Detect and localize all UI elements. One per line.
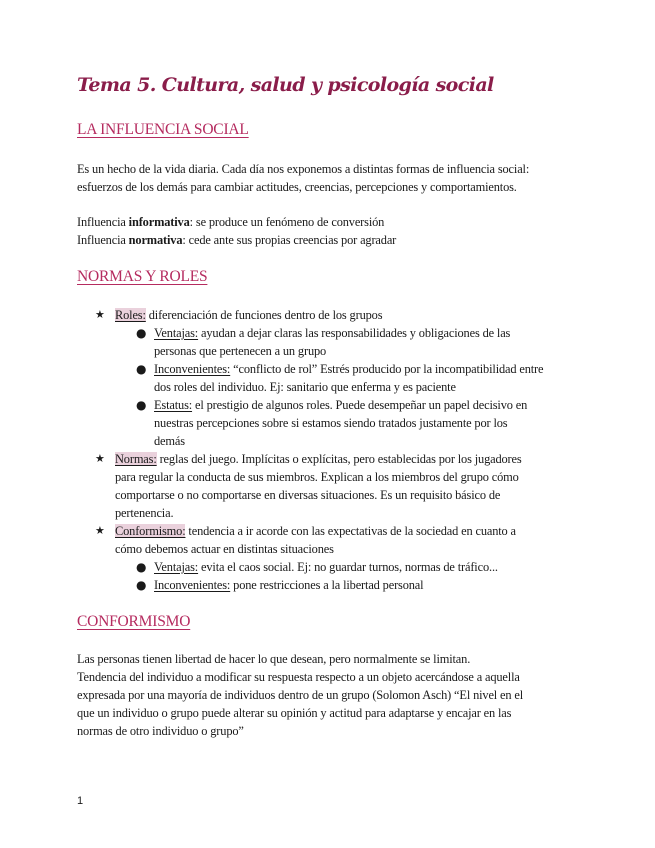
paragraph-line: Es un hecho de la vida diaria. Cada día nos exponemos a distintas formas de influencia social: xyxy=(77,162,530,176)
bullet-dot-icon: ● xyxy=(136,398,147,412)
influencia-informativa-line: Influencia informativa: se produce un fenómeno de conversión xyxy=(77,215,385,229)
star-bullet-icon: ★ xyxy=(95,452,105,465)
list-item-ventajas: ● Ventajas: evita el caos social. Ej: no guardar turnos, normas de tráfico... xyxy=(136,560,498,574)
bullet-dot-icon: ● xyxy=(136,560,147,574)
paragraph-line: Las personas tienen libertad de hacer lo que desean, pero normalmente se limitan. xyxy=(77,652,471,666)
term-estatus: Estatus: xyxy=(154,398,193,412)
list-item-conformismo: ★ Conformismo: tendencia a ir acorde con las expectativas de la sociedad en cuanto a cómo debemos actuar en distintas situaciones ● Ventajas: evita el caos social. Ej: no guardar turnos, normas de tráfico... ● Inconvenientes: pone restricciones a la libertad personal xyxy=(115,522,585,594)
term-normas: Normas: xyxy=(115,452,157,466)
term-informativa: informativa xyxy=(128,215,190,229)
term-normativa: normativa xyxy=(128,233,183,247)
star-bullet-icon: ★ xyxy=(95,524,105,537)
document-title: Tema 5. Cultura, salud y psicología social xyxy=(77,74,494,96)
list-item-roles: ★ Roles: diferenciación de funciones dentro de los grupos ● Ventajas: ayudan a dejar claras las responsabilidades y obligaciones de las personas que pertenecen a un grupo ● Inconvenientes: “conflicto de rol” Estrés producido por la incompatibilidad entre dos roles del individuo. Ej: sanitario que enferma y es paciente ● Estatus: el prestigio de algunos roles. Puede desempeñar un papel decisivo en nuestras percepciones sobre si estamos siendo tratados justamente por los demás xyxy=(115,306,585,450)
paragraph-line: normas de otro individuo o grupo” xyxy=(77,724,244,738)
section-heading-normas-roles: NORMAS Y ROLES xyxy=(77,268,208,285)
page-number: 1 xyxy=(77,795,84,807)
term-roles: Roles: xyxy=(115,308,146,322)
star-bullet-icon: ★ xyxy=(95,308,105,321)
term-ventajas: Ventajas: xyxy=(154,560,199,574)
paragraph-line: esfuerzos de los demás para cambiar actitudes, creencias, percepciones y comportamientos. xyxy=(77,180,517,194)
list-item-inconvenientes: ● Inconvenientes: pone restricciones a la libertad personal xyxy=(136,578,424,592)
bullet-dot-icon: ● xyxy=(136,326,147,340)
paragraph-influencia-types xyxy=(77,213,577,249)
list-item-estatus: ● Estatus: el prestigio de algunos roles. Puede desempeñar un papel decisivo en nuestras percepciones sobre si estamos siendo tratados justamente por los demás xyxy=(136,398,528,448)
roles-sublist xyxy=(115,324,585,450)
list-item-ventajas: ● Ventajas: ayudan a dejar claras las responsabilidades y obligaciones de las personas que pertenecen a un grupo xyxy=(136,326,511,358)
paragraph-line: expresada por una mayoría de individuos dentro de un grupo (Solomon Asch) “El nivel en el xyxy=(77,688,524,702)
section-heading-influencia-social: LA INFLUENCIA SOCIAL xyxy=(77,121,249,138)
list-item-normas: ★ Normas: reglas del juego. Implícitas o explícitas, pero establecidas por los jugadores para regular la conducta de sus miembros. Explican a los miembros del grupo cómo comportarse o no comportarse en diversas situaciones. Es un requisito básico de pertenencia. xyxy=(95,452,522,520)
list-item-inconvenientes: ● Inconvenientes: “conflicto de rol” Estrés producido por la incompatibilidad entre dos roles del individuo. Ej: sanitario que enferma y es paciente xyxy=(136,362,544,394)
term-conformismo: Conformismo: xyxy=(115,524,186,538)
term-ventajas: Ventajas: xyxy=(154,326,199,340)
influencia-normativa-line: Influencia normativa: cede ante sus propias creencias por agradar xyxy=(77,233,397,247)
term-inconvenientes: Inconvenientes: xyxy=(154,362,231,376)
paragraph-influencia-intro xyxy=(77,160,577,196)
section-heading-conformismo: CONFORMISMO xyxy=(77,613,191,630)
paragraph-conformismo xyxy=(77,650,577,740)
term-inconvenientes: Inconvenientes: xyxy=(154,578,231,592)
paragraph-line: Tendencia del individuo a modificar su respuesta respecto a un objeto acercándose a aquella xyxy=(77,670,520,684)
bullet-dot-icon: ● xyxy=(136,362,147,376)
normas-roles-list xyxy=(95,306,585,594)
paragraph-line: que un individuo o grupo puede alterar su opinión y actitud para adaptarse y encajar en las xyxy=(77,706,512,720)
bullet-dot-icon: ● xyxy=(136,578,147,592)
conformismo-sublist xyxy=(115,558,585,594)
